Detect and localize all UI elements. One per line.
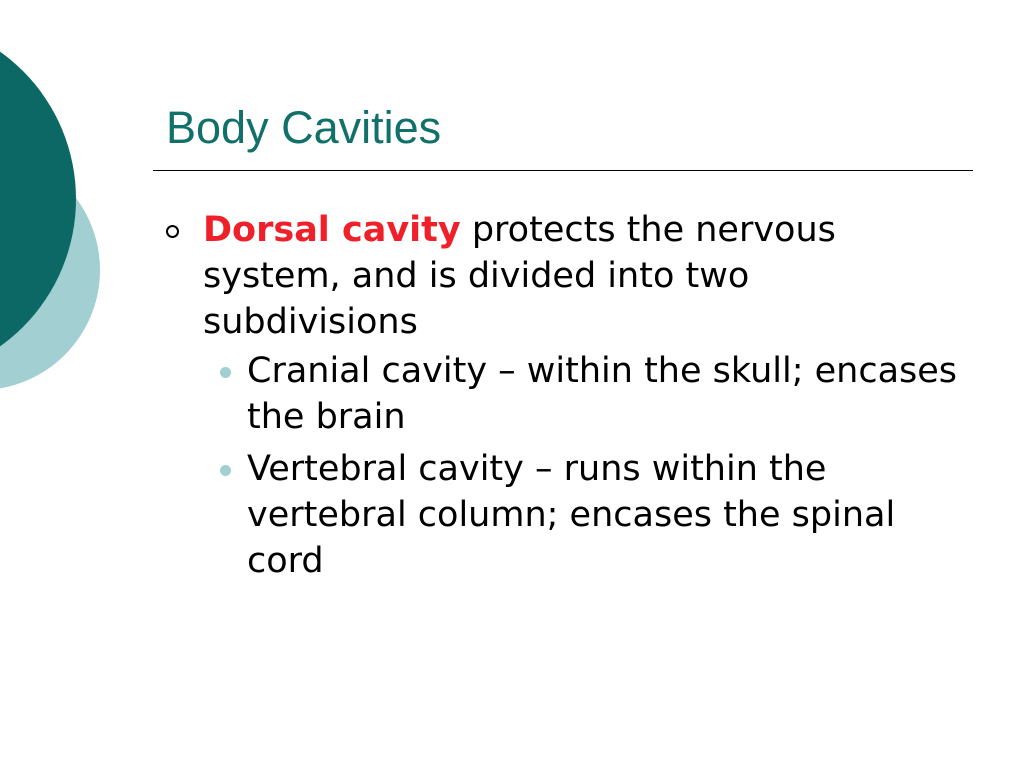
filled-circle-bullet-icon [220, 465, 231, 476]
sub-bullet-text: Vertebral cavity – runs within the vertebral column; encases the spinal cord [247, 449, 896, 581]
sub-bullet-cranial-cavity [166, 348, 966, 440]
bullet-text: protects the nervous system, and is divided into two subdivisions [203, 210, 836, 342]
title-divider [153, 170, 973, 171]
hollow-circle-bullet-icon [166, 225, 179, 238]
slide-content [166, 207, 966, 584]
slide-title: Body Cavities [166, 102, 442, 153]
filled-circle-bullet-icon [220, 367, 231, 378]
sub-bullet-list [166, 348, 966, 584]
bullet-emphasis: Dorsal cavity [203, 210, 461, 250]
bullet-dorsal-cavity [166, 207, 966, 345]
sub-bullet-text: Cranial cavity – within the skull; encases the brain [247, 351, 958, 437]
sub-bullet-vertebral-cavity [166, 446, 966, 584]
